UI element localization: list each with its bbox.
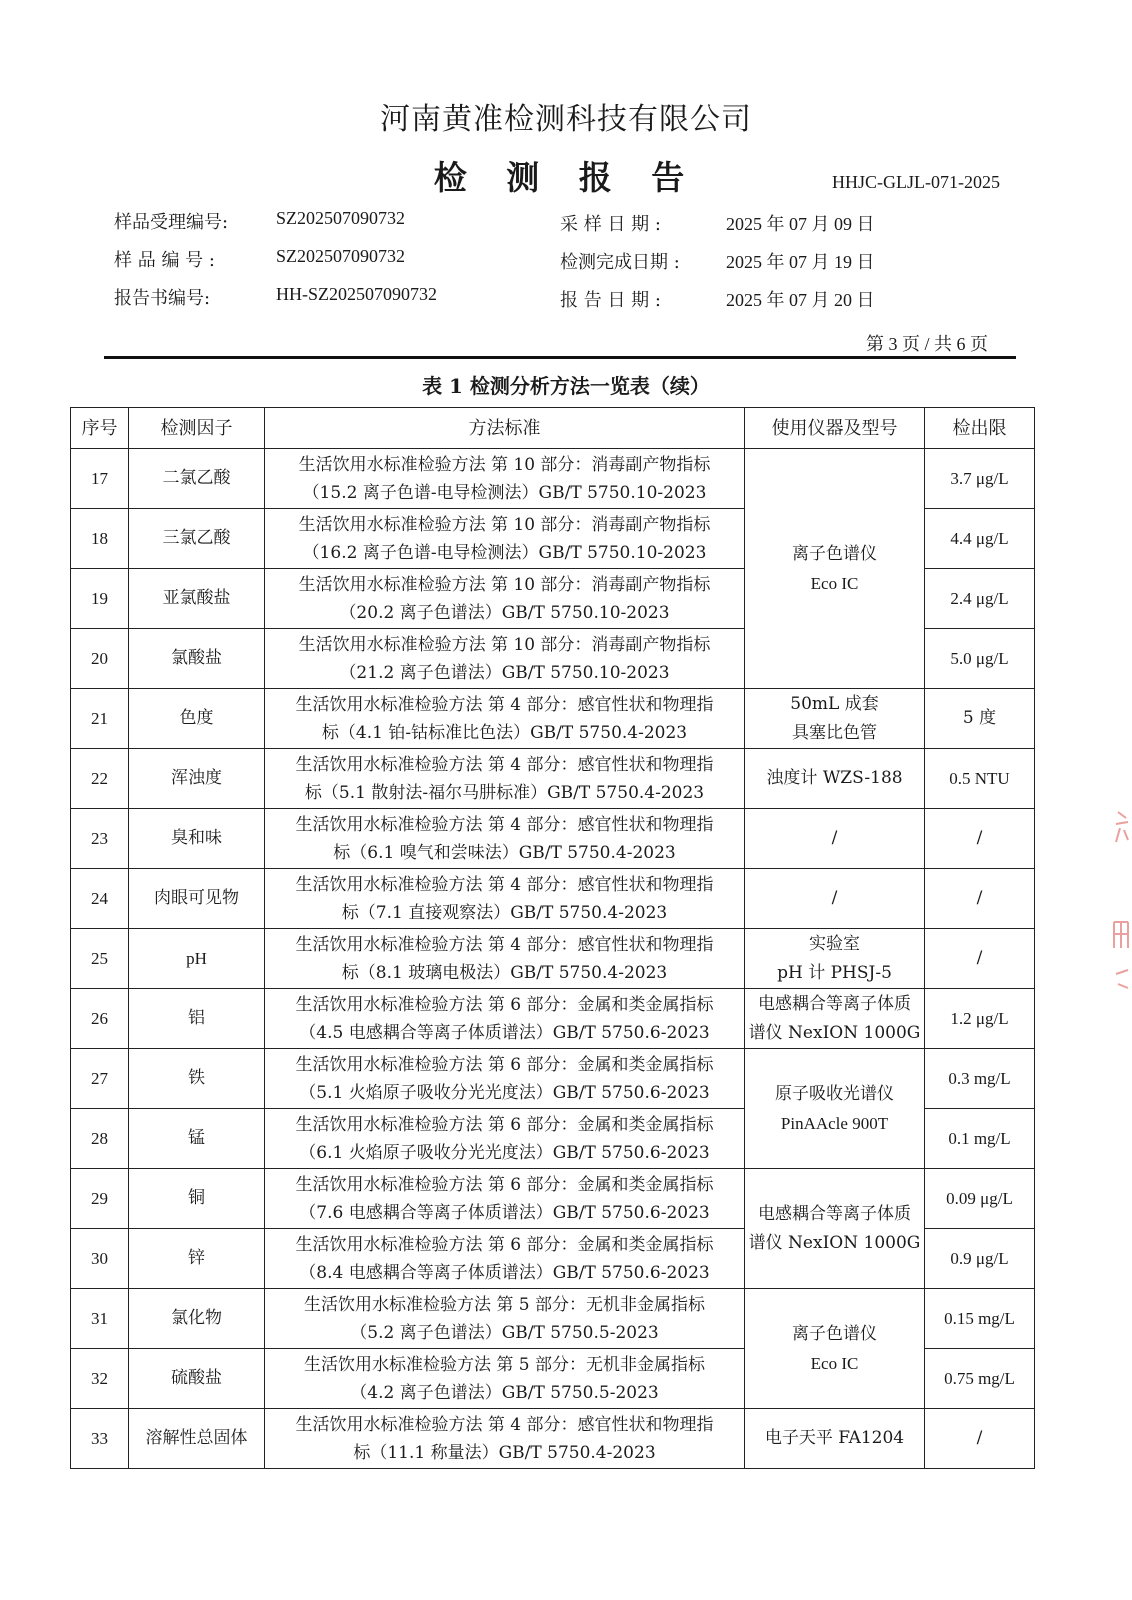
row-factor: 硫酸盐 [129,1349,265,1409]
company-name: 河南黄准检测科技有限公司 [380,102,752,137]
row-instrument [745,989,925,1049]
method-line-1: 生活饮用水标准检验方法 第 6 部分：金属和类金属指标 [295,1174,714,1195]
method-line-1: 生活饮用水标准检验方法 第 10 部分：消毒副产物指标 [298,574,711,595]
instrument-line-2: Eco IC [810,573,859,593]
seal-fragment-icon [1110,808,1132,854]
row-seq: 25 [71,929,129,989]
row-method [265,569,745,629]
row-method [265,749,745,809]
row-seq: 27 [71,1049,129,1109]
row-method [265,629,745,689]
row-limit: 3.7 μg/L [925,449,1035,509]
row-method [265,1289,745,1349]
method-line-1: 生活饮用水标准检验方法 第 4 部分：感官性状和物理指 [295,934,714,955]
method-line-1: 生活饮用水标准检验方法 第 10 部分：消毒副产物指标 [298,634,711,655]
row-limit: 0.75 mg/L [925,1349,1035,1409]
col-header-factor: 检测因子 [129,408,265,449]
instrument-line-1: 原子吸收光谱仪 [775,1083,894,1104]
row-method [265,449,745,509]
instrument-line-2: Eco IC [810,1353,859,1373]
sample-receipt-no: SZ202507090732 [276,208,406,228]
row-method [265,869,745,929]
instrument-line-1: 离子色谱仪 [792,1323,877,1344]
test-complete-date-label: 检测完成日期 : [560,252,680,273]
row-method [265,809,745,869]
row-factor: 铜 [129,1169,265,1229]
seal-fragment-icon [1110,918,1132,1004]
method-line-2: 标（6.1 嗅气和尝味法）GB/T 5750.4-2023 [333,842,676,863]
row-instrument: 浊度计 WZS-188 [745,749,925,809]
page-info: 第 3 页 / 共 6 页 [866,334,989,354]
table-row [71,989,1035,1049]
row-instrument [745,1049,925,1169]
row-factor: 氯化物 [129,1289,265,1349]
method-line-1: 生活饮用水标准检验方法 第 10 部分：消毒副产物指标 [298,454,711,475]
sample-no: SZ202507090732 [276,246,406,266]
method-line-1: 生活饮用水标准检验方法 第 6 部分：金属和类金属指标 [295,994,714,1015]
row-factor: 溶解性总固体 [129,1409,265,1469]
row-instrument: / [745,869,925,929]
instrument-line-2: 具塞比色管 [792,722,877,743]
table-row [71,449,1035,509]
row-limit: 1.2 μg/L [925,989,1035,1049]
table-row [71,689,1035,749]
instrument-line-1: 实验室 [809,933,860,954]
table-row [71,869,1035,929]
row-limit: 0.15 mg/L [925,1289,1035,1349]
row-limit: / [925,929,1035,989]
method-line-1: 生活饮用水标准检验方法 第 4 部分：感官性状和物理指 [295,694,714,715]
row-method [265,1349,745,1409]
row-seq: 26 [71,989,129,1049]
row-limit: 0.5 NTU [925,749,1035,809]
instrument-line-2: 谱仪 NexION 1000G [748,1232,921,1253]
row-method [265,1229,745,1289]
row-instrument: 电子天平 FA1204 [745,1409,925,1469]
method-line-2: 标（5.1 散射法-福尔马肼标准）GB/T 5750.4-2023 [304,782,705,803]
row-method [265,1409,745,1469]
instrument-line-2: pH 计 PHSJ-5 [777,962,892,983]
table-row [71,1169,1035,1229]
table-row [71,749,1035,809]
row-seq: 23 [71,809,129,869]
table-header-row [71,408,1035,449]
row-seq: 18 [71,509,129,569]
row-factor: 铝 [129,989,265,1049]
row-instrument [745,929,925,989]
table-row [71,1409,1035,1469]
row-factor: 浑浊度 [129,749,265,809]
method-line-2: （5.1 火焰原子吸收分光光度法）GB/T 5750.6-2023 [299,1082,710,1103]
col-header-method: 方法标准 [265,408,745,449]
method-line-2: 标（7.1 直接观察法）GB/T 5750.4-2023 [341,902,668,923]
method-line-1: 生活饮用水标准检验方法 第 4 部分：感官性状和物理指 [295,1414,714,1435]
report-date-label: 报 告 日 期 : [560,290,661,311]
instrument-line-1: 电感耦合等离子体质 [758,1203,911,1224]
sample-no-label: 样 品 编 号 : [114,250,215,271]
row-seq: 20 [71,629,129,689]
row-seq: 28 [71,1109,129,1169]
row-limit: 0.9 μg/L [925,1229,1035,1289]
row-factor: 臭和味 [129,809,265,869]
instrument-line-1: 电感耦合等离子体质 [758,993,911,1014]
row-seq: 19 [71,569,129,629]
report-book-no-label: 报告书编号: [114,288,211,309]
row-seq: 29 [71,1169,129,1229]
row-factor: 氯酸盐 [129,629,265,689]
method-line-1: 生活饮用水标准检验方法 第 6 部分：金属和类金属指标 [295,1114,714,1135]
row-limit: 5.0 μg/L [925,629,1035,689]
row-seq: 30 [71,1229,129,1289]
methods-table [70,407,1035,1469]
col-header-limit: 检出限 [925,408,1035,449]
row-factor: 锌 [129,1229,265,1289]
row-instrument [745,689,925,749]
method-line-2: （20.2 离子色谱法）GB/T 5750.10-2023 [339,602,670,623]
row-method [265,689,745,749]
row-method [265,1049,745,1109]
row-factor: 三氯乙酸 [129,509,265,569]
row-limit: 4.4 μg/L [925,509,1035,569]
method-line-2: （7.6 电感耦合等离子体质谱法）GB/T 5750.6-2023 [299,1202,710,1223]
method-line-2: （5.2 离子色谱法）GB/T 5750.5-2023 [350,1322,659,1343]
row-factor: 肉眼可见物 [129,869,265,929]
row-limit: 0.09 μg/L [925,1169,1035,1229]
instrument-line-2: PinAAcle 900T [780,1113,889,1133]
method-line-1: 生活饮用水标准检验方法 第 4 部分：感官性状和物理指 [295,814,714,835]
row-seq: 32 [71,1349,129,1409]
header-rule [104,356,1016,359]
row-instrument: / [745,809,925,869]
method-line-2: （15.2 离子色谱-电导检测法）GB/T 5750.10-2023 [302,482,707,503]
row-method [265,1169,745,1229]
table-row [71,809,1035,869]
row-limit: / [925,1409,1035,1469]
method-line-2: 标（4.1 铂-钴标准比色法）GB/T 5750.4-2023 [321,722,688,743]
row-factor: 色度 [129,689,265,749]
method-line-2: 标（11.1 称量法）GB/T 5750.4-2023 [353,1442,656,1463]
row-seq: 21 [71,689,129,749]
row-factor: pH [129,929,265,989]
row-seq: 22 [71,749,129,809]
row-limit: 0.3 mg/L [925,1049,1035,1109]
table-row [71,929,1035,989]
method-line-1: 生活饮用水标准检验方法 第 6 部分：金属和类金属指标 [295,1234,714,1255]
table-row [71,1289,1035,1349]
report-book-no: HH-SZ202507090732 [276,284,437,304]
test-complete-date: 2025 年 07 月 19 日 [726,252,875,272]
row-factor: 二氯乙酸 [129,449,265,509]
row-factor: 亚氯酸盐 [129,569,265,629]
method-line-2: 标（8.1 玻璃电极法）GB/T 5750.4-2023 [341,962,668,983]
row-limit: 0.1 mg/L [925,1109,1035,1169]
method-line-1: 生活饮用水标准检验方法 第 4 部分：感官性状和物理指 [295,754,714,775]
row-limit: / [925,869,1035,929]
method-line-1: 生活饮用水标准检验方法 第 5 部分：无机非金属指标 [303,1354,706,1375]
report-title: 检 测 报 告 [433,158,699,197]
method-line-2: （4.2 离子色谱法）GB/T 5750.5-2023 [350,1382,659,1403]
row-factor: 锰 [129,1109,265,1169]
row-seq: 31 [71,1289,129,1349]
row-method [265,1109,745,1169]
report-date: 2025 年 07 月 20 日 [726,290,875,310]
row-limit: 5 度 [925,689,1035,749]
method-line-1: 生活饮用水标准检验方法 第 6 部分：金属和类金属指标 [295,1054,714,1075]
row-limit: / [925,809,1035,869]
method-line-2: （6.1 火焰原子吸收分光光度法）GB/T 5750.6-2023 [299,1142,710,1163]
table-row [71,1049,1035,1109]
method-line-2: （16.2 离子色谱-电导检测法）GB/T 5750.10-2023 [302,542,707,563]
instrument-line-2: 谱仪 NexION 1000G [748,1022,921,1043]
row-instrument [745,1169,925,1289]
report-code: HHJC-GLJL-071-2025 [832,172,1000,192]
col-header-instrument: 使用仪器及型号 [745,408,925,449]
row-instrument [745,449,925,689]
method-line-1: 生活饮用水标准检验方法 第 4 部分：感官性状和物理指 [295,874,714,895]
instrument-line-1: 50mL 成套 [790,693,879,714]
sampling-date: 2025 年 07 月 09 日 [726,214,875,234]
row-limit: 2.4 μg/L [925,569,1035,629]
method-line-2: （8.4 电感耦合等离子体质谱法）GB/T 5750.6-2023 [299,1262,710,1283]
row-seq: 24 [71,869,129,929]
method-line-1: 生活饮用水标准检验方法 第 5 部分：无机非金属指标 [303,1294,706,1315]
row-seq: 33 [71,1409,129,1469]
row-instrument [745,1289,925,1409]
row-method [265,509,745,569]
col-header-seq: 序号 [71,408,129,449]
row-method [265,929,745,989]
method-line-2: （4.5 电感耦合等离子体质谱法）GB/T 5750.6-2023 [299,1022,710,1043]
method-line-1: 生活饮用水标准检验方法 第 10 部分：消毒副产物指标 [298,514,711,535]
method-line-2: （21.2 离子色谱法）GB/T 5750.10-2023 [339,662,670,683]
row-method [265,989,745,1049]
instrument-line-1: 离子色谱仪 [792,543,877,564]
sampling-date-label: 采 样 日 期 : [560,214,661,235]
row-seq: 17 [71,449,129,509]
table-caption: 表 1 检测分析方法一览表（续） [422,374,710,398]
sample-receipt-no-label: 样品受理编号: [114,212,229,233]
row-factor: 铁 [129,1049,265,1109]
